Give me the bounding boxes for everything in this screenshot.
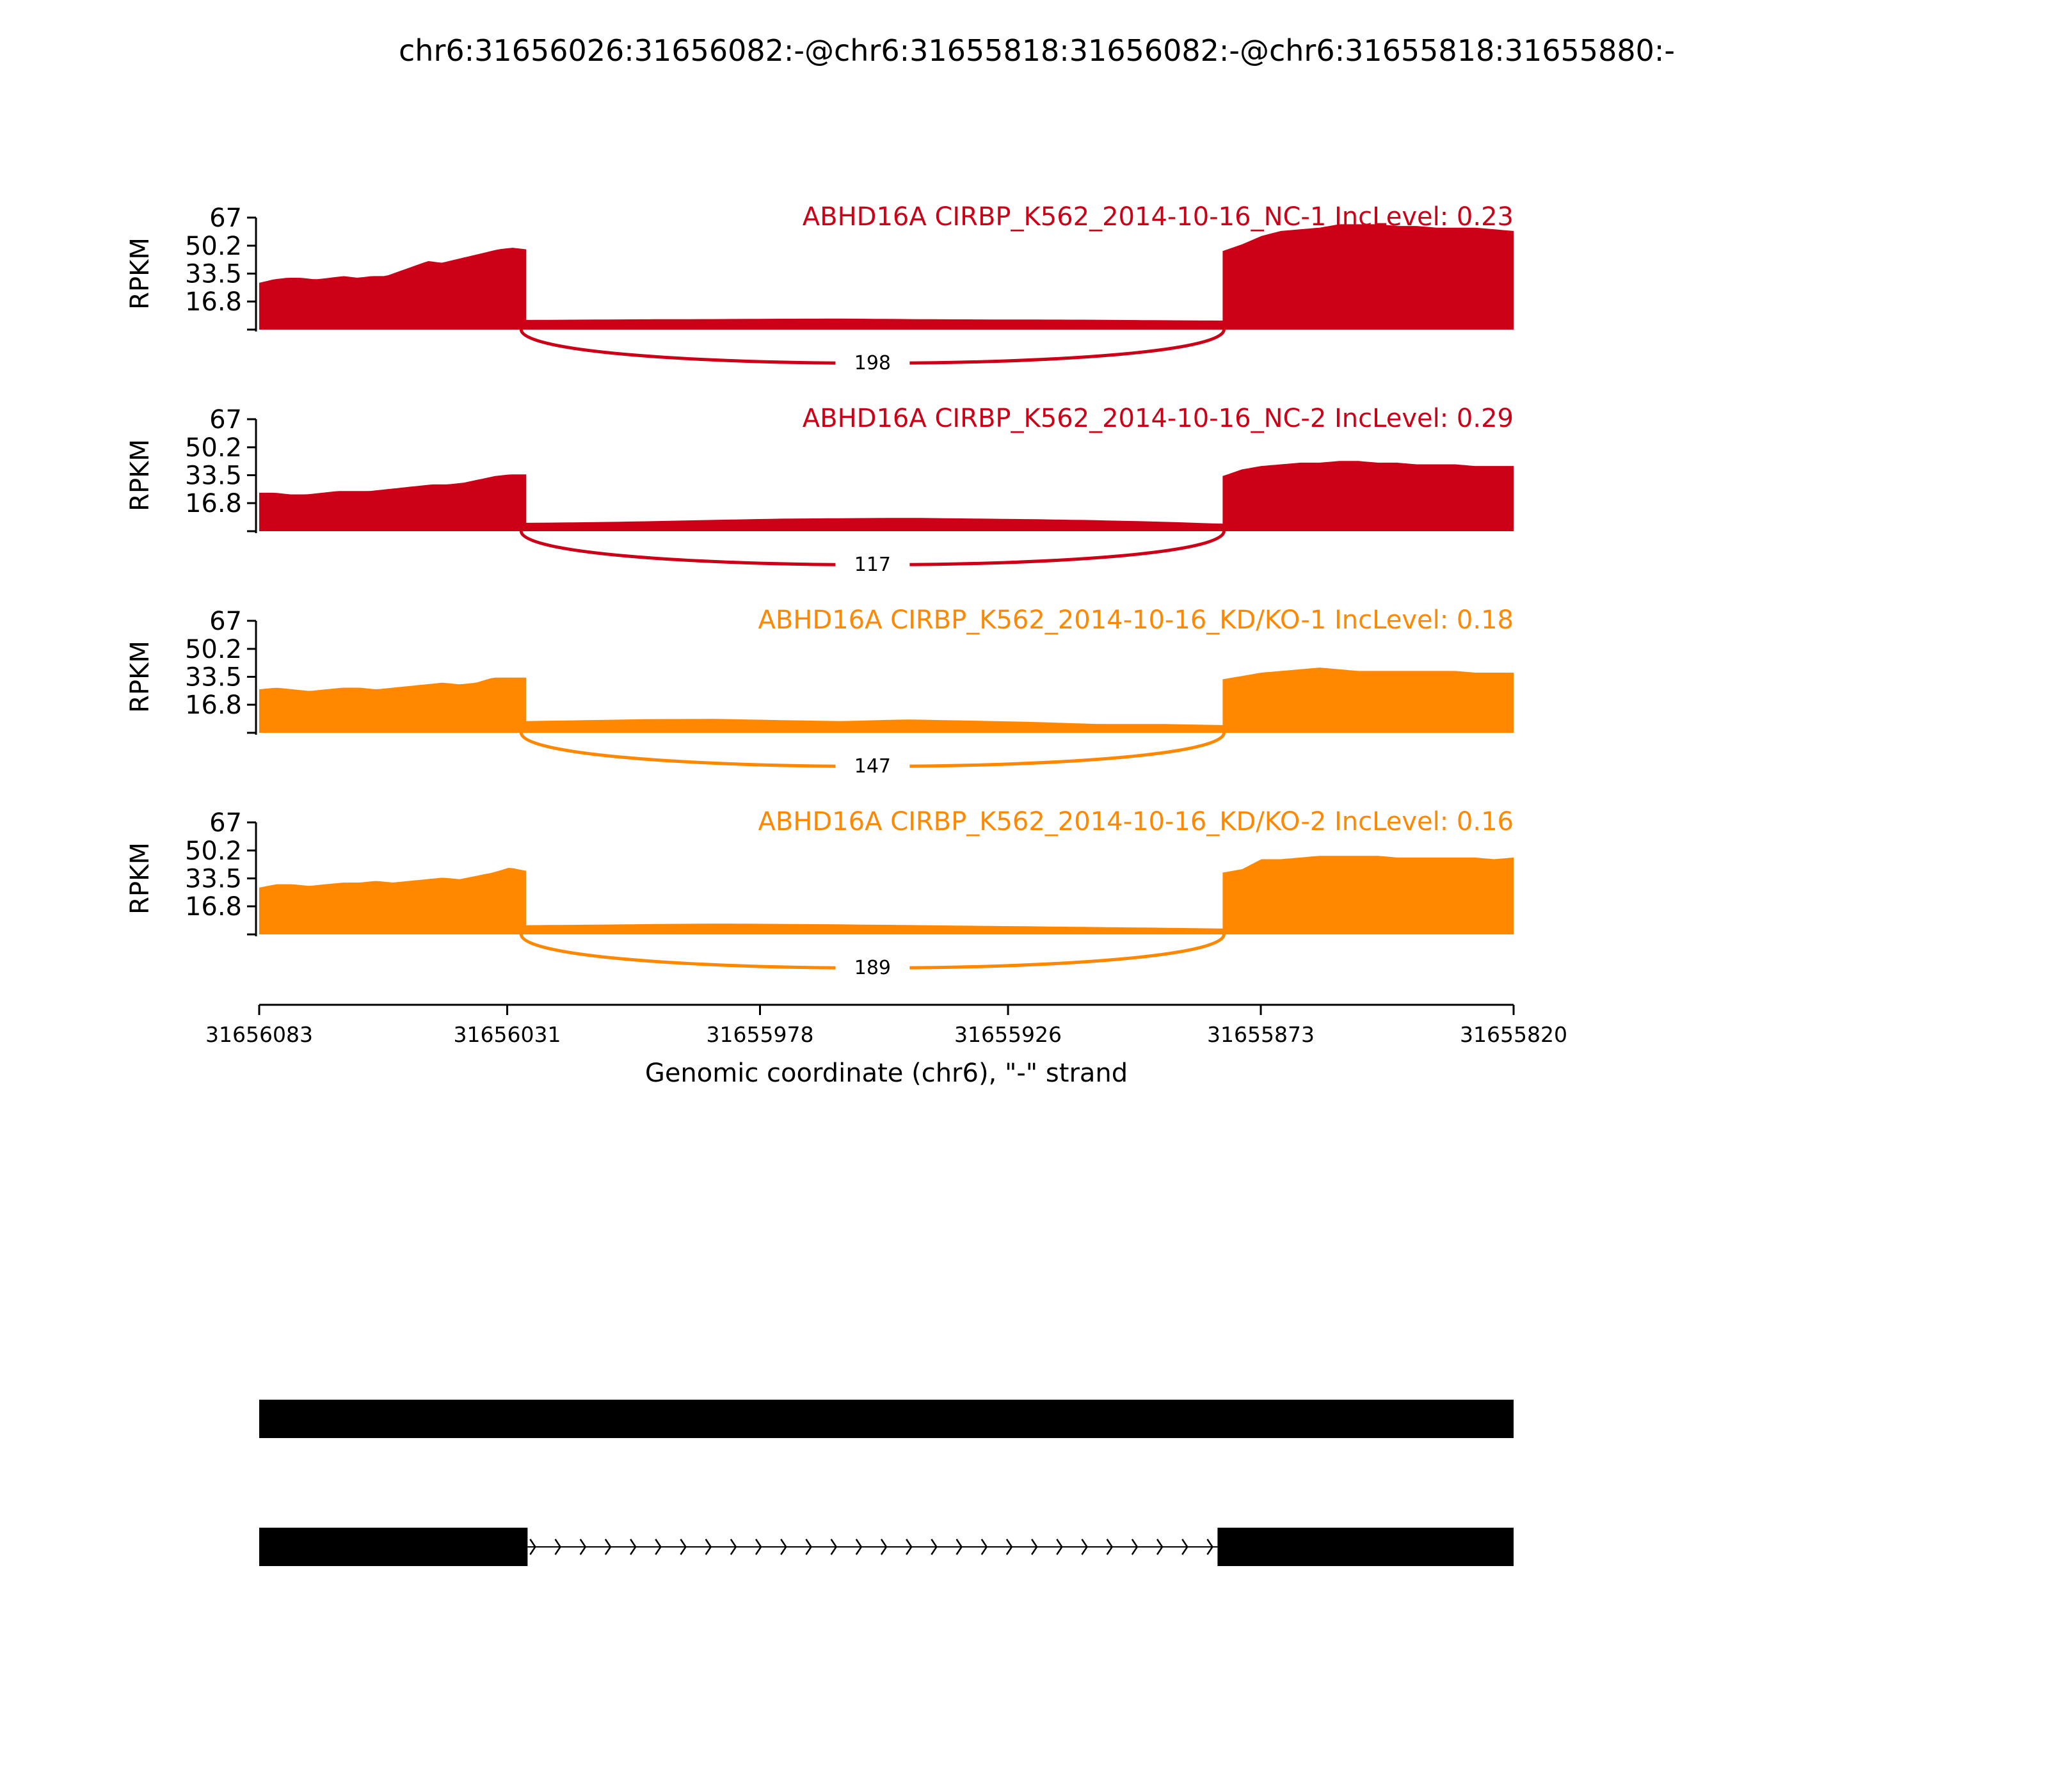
y-axis-label: RPKM [125, 237, 155, 310]
coverage-tracks [125, 202, 1514, 980]
y-tick-label: 16.8 [184, 287, 242, 317]
y-tick-label: 67 [209, 204, 242, 233]
x-axis [205, 1005, 1567, 1047]
coverage-area [259, 856, 1514, 934]
isoform-1-exon [259, 1400, 1514, 1438]
y-axis-label: RPKM [125, 641, 155, 713]
y-tick-label: 16.8 [184, 892, 242, 922]
y-tick-label: 50.2 [184, 836, 242, 866]
y-tick-label: 33.5 [184, 864, 242, 894]
x-tick-label: 31656031 [453, 1022, 561, 1047]
junction-count: 198 [854, 352, 892, 374]
track-4 [125, 807, 1514, 980]
x-tick-label: 31655873 [1207, 1022, 1315, 1047]
sample-label: ABHD16A CIRBP_K562_2014-10-16_KD/KO-1 IncLevel: 0.18 [758, 605, 1514, 635]
junction-count: 189 [854, 957, 892, 979]
track-2 [125, 404, 1514, 577]
y-tick-label: 50.2 [184, 433, 242, 463]
chart-title: chr6:31656026:31656082:-@chr6:31655818:31656082:-@chr6:31655818:31655880:- [399, 33, 1675, 68]
y-tick-label: 33.5 [184, 259, 242, 289]
coverage-area [259, 668, 1514, 733]
y-axis-label: RPKM [125, 842, 155, 915]
sample-label: ABHD16A CIRBP_K562_2014-10-16_KD/KO-2 IncLevel: 0.16 [758, 807, 1514, 836]
y-tick-label: 16.8 [184, 489, 242, 519]
y-axis-label: RPKM [125, 439, 155, 511]
gene-model [259, 1400, 1514, 1566]
coverage-area [259, 224, 1514, 330]
x-axis-label: Genomic coordinate (chr6), "-" strand [644, 1059, 1128, 1088]
x-tick-label: 31655926 [954, 1022, 1062, 1047]
track-3 [125, 605, 1514, 779]
y-tick-label: 50.2 [184, 634, 242, 664]
y-tick-label: 67 [209, 808, 242, 838]
y-tick-label: 33.5 [184, 461, 242, 491]
isoform-2-exon-1 [259, 1528, 527, 1566]
coverage-area [259, 461, 1514, 531]
y-tick-label: 50.2 [184, 231, 242, 261]
x-tick-label: 31655978 [706, 1022, 814, 1047]
x-tick-label: 31655820 [1460, 1022, 1567, 1047]
y-tick-label: 33.5 [184, 662, 242, 692]
junction-count: 147 [854, 755, 892, 778]
y-tick-label: 67 [209, 405, 242, 435]
y-tick-label: 67 [209, 607, 242, 636]
sample-label: ABHD16A CIRBP_K562_2014-10-16_NC-1 IncLevel: 0.23 [802, 202, 1514, 232]
sample-label: ABHD16A CIRBP_K562_2014-10-16_NC-2 IncLevel: 0.29 [802, 404, 1514, 433]
track-1 [125, 202, 1514, 376]
x-tick-label: 31656083 [205, 1022, 313, 1047]
junction-count: 117 [854, 554, 892, 576]
isoform-2-exon-2 [1217, 1528, 1514, 1566]
y-tick-label: 16.8 [184, 691, 242, 721]
